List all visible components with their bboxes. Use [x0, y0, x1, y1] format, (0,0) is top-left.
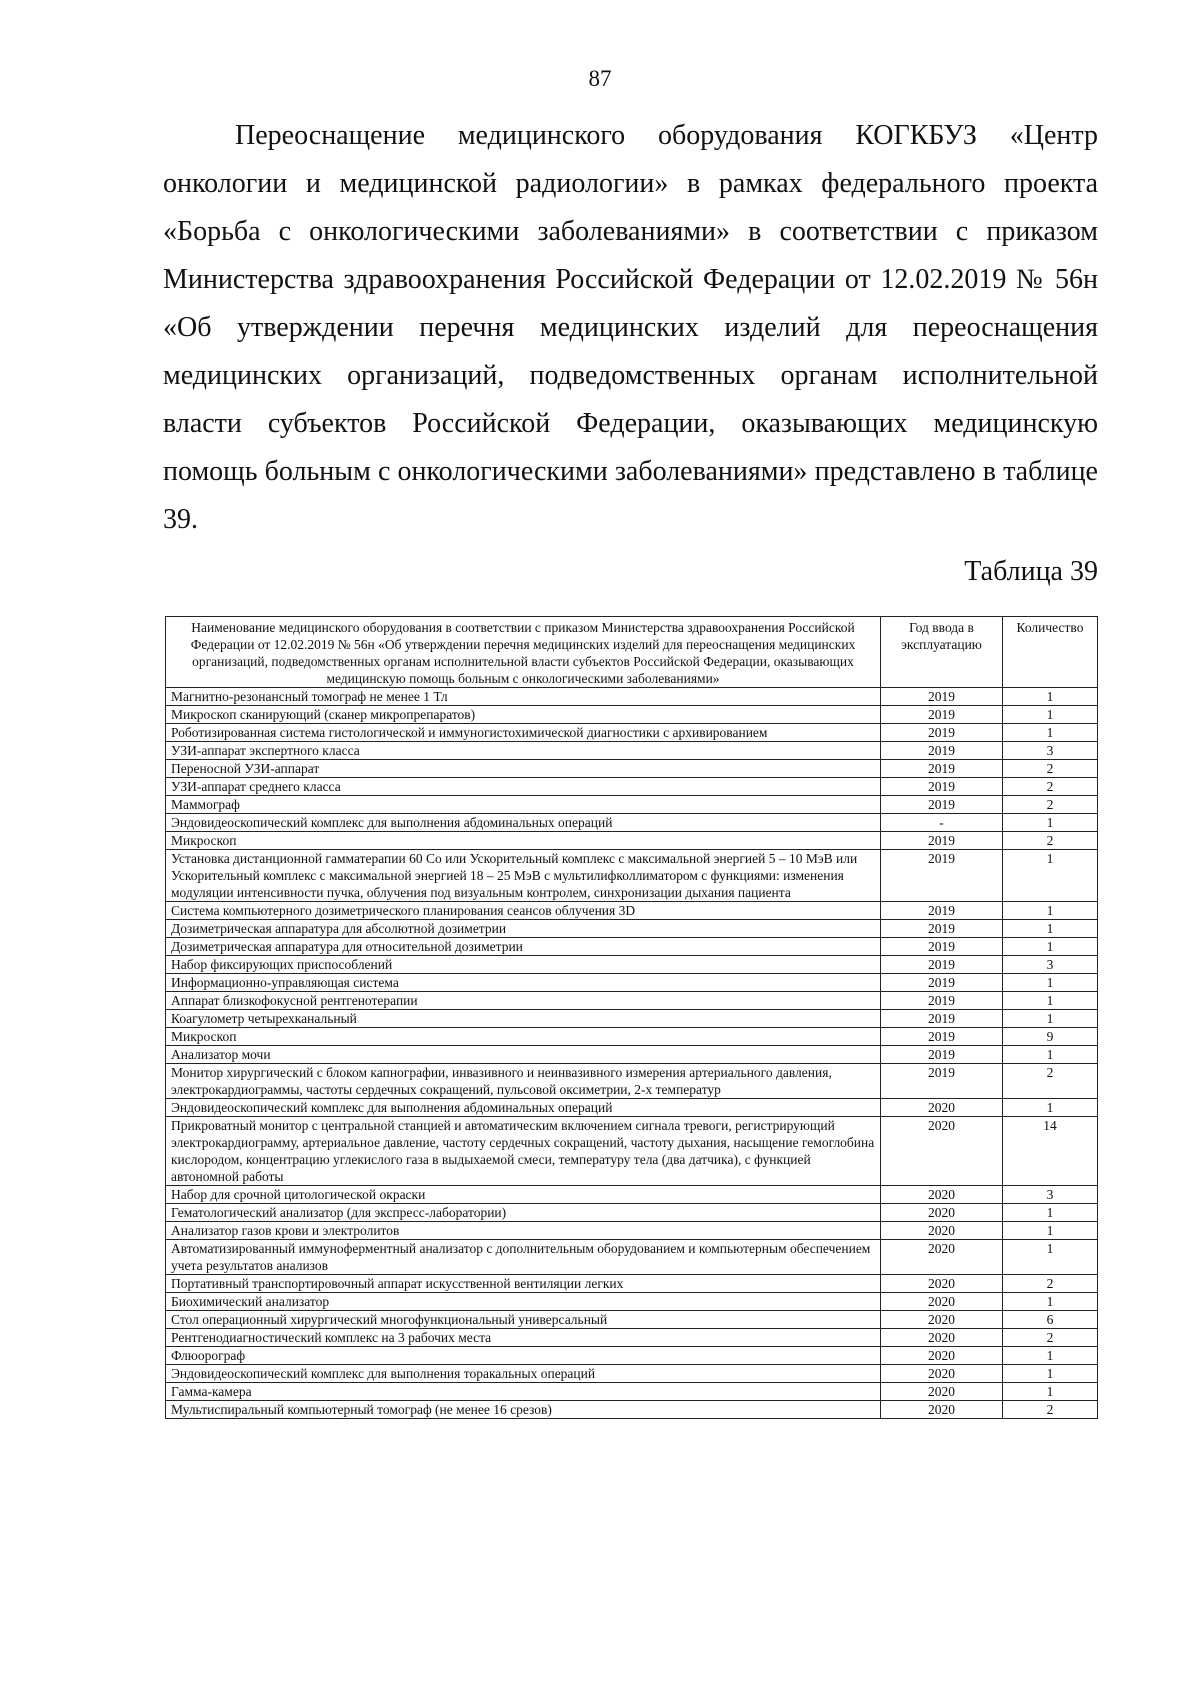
commission-year-cell: 2020	[881, 1401, 1003, 1419]
commission-year-cell: 2020	[881, 1329, 1003, 1347]
table-row	[166, 938, 1098, 956]
header-commission-year: Год ввода в эксплуатацию	[881, 617, 1003, 688]
page-number: 87	[588, 66, 612, 91]
table-row	[166, 724, 1098, 742]
equipment-name-cell: Микроскоп	[166, 832, 881, 850]
quantity-cell: 1	[1003, 1046, 1098, 1064]
equipment-name-cell: Анализатор мочи	[166, 1046, 881, 1064]
table-header-row	[166, 617, 1098, 688]
equipment-name-cell: Гамма-камера	[166, 1383, 881, 1401]
commission-year-cell: 2019	[881, 902, 1003, 920]
table-row	[166, 1293, 1098, 1311]
quantity-cell: 1	[1003, 1240, 1098, 1275]
table-row	[166, 1240, 1098, 1275]
equipment-name-cell: Аппарат близкофокусной рентгенотерапии	[166, 992, 881, 1010]
commission-year-cell: 2020	[881, 1117, 1003, 1186]
table-row	[166, 902, 1098, 920]
quantity-cell: 1	[1003, 938, 1098, 956]
quantity-cell: 1	[1003, 902, 1098, 920]
table-row	[166, 1275, 1098, 1293]
quantity-cell: 1	[1003, 1204, 1098, 1222]
equipment-name-cell: Биохимический анализатор	[166, 1293, 881, 1311]
table-row	[166, 1401, 1098, 1419]
quantity-cell: 3	[1003, 742, 1098, 760]
quantity-cell: 2	[1003, 1064, 1098, 1099]
commission-year-cell: 2019	[881, 1046, 1003, 1064]
equipment-name-cell: Анализатор газов крови и электролитов	[166, 1222, 881, 1240]
table-row	[166, 992, 1098, 1010]
equipment-name-cell: Микроскоп сканирующий (сканер микропрепаратов)	[166, 706, 881, 724]
table-row	[166, 1099, 1098, 1117]
table-row	[166, 688, 1098, 706]
commission-year-cell: -	[881, 814, 1003, 832]
equipment-name-cell: Роботизированная система гистологической и иммуногистохимической диагностики с архивированием	[166, 724, 881, 742]
commission-year-cell: 2019	[881, 688, 1003, 706]
commission-year-cell: 2019	[881, 956, 1003, 974]
commission-year-cell: 2019	[881, 974, 1003, 992]
quantity-cell: 14	[1003, 1117, 1098, 1186]
table-row	[166, 1222, 1098, 1240]
table-row	[166, 1383, 1098, 1401]
table-row	[166, 706, 1098, 724]
commission-year-cell: 2020	[881, 1222, 1003, 1240]
table-row	[166, 850, 1098, 902]
equipment-name-cell: Портативный транспортировочный аппарат искусственной вентиляции легких	[166, 1275, 881, 1293]
equipment-name-cell: Информационно-управляющая система	[166, 974, 881, 992]
quantity-cell: 1	[1003, 974, 1098, 992]
quantity-cell: 1	[1003, 992, 1098, 1010]
table-row	[166, 778, 1098, 796]
quantity-cell: 3	[1003, 1186, 1098, 1204]
commission-year-cell: 2019	[881, 920, 1003, 938]
quantity-cell: 1	[1003, 706, 1098, 724]
equipment-name-cell: Эндовидеоскопический комплекс для выполнения абдоминальных операций	[166, 814, 881, 832]
equipment-name-cell: Коагулометр четырехканальный	[166, 1010, 881, 1028]
intro-paragraph: Переоснащение медицинского оборудования КОГКБУЗ «Центр онкологии и медицинской радиологии» в рамках федерального проекта «Борьба с онкологическими заболеваниями» в соответствии с приказом Министерства здравоохранения Российской Федерации от 12.02.2019 № 56н «Об утверждении перечня медицинских изделий для переоснащения медицинских организаций, подведомственных органам исполнительной власти субъектов Российской Федерации, оказывающих медицинскую помощь больным с онкологическими заболеваниями» представлено в таблице 39.	[163, 120, 1098, 535]
table-row	[166, 1329, 1098, 1347]
header-equipment-name: Наименование медицинского оборудования в соответствии с приказом Министерства здравоохранения Российской Федерации от 12.02.2019 № 56н «Об утверждении перечня медицинских изделий для переоснащения медицинских организаций, подведомственных органам исполнительной власти субъектов Российской Федерации, оказывающих медицинскую помощь больным с онкологическими заболеваниями»	[166, 617, 881, 688]
equipment-name-cell: Переносной УЗИ-аппарат	[166, 760, 881, 778]
commission-year-cell: 2019	[881, 1028, 1003, 1046]
commission-year-cell: 2019	[881, 938, 1003, 956]
equipment-name-cell: Маммограф	[166, 796, 881, 814]
table-row	[166, 796, 1098, 814]
equipment-name-cell: Гематологический анализатор (для экспресс-лаборатории)	[166, 1204, 881, 1222]
table-row	[166, 974, 1098, 992]
quantity-cell: 1	[1003, 1099, 1098, 1117]
table-row	[166, 1064, 1098, 1099]
equipment-name-cell: Прикроватный монитор с центральной станцией и автоматическим включением сигнала тревоги, регистрирующий электрокардиограмму, артериальное давление, частоту сердечных сокращений, частоту дыхания, насыщение гемоглобина кислородом, концентрацию углекислого газа в выдыхаемой смеси, температуру тела (два датчика), с функцией автономной работы	[166, 1117, 881, 1186]
equipment-name-cell: Автоматизированный иммуноферментный анализатор с дополнительным оборудованием и компьютерным обеспечением учета результатов анализов	[166, 1240, 881, 1275]
quantity-cell: 1	[1003, 850, 1098, 902]
quantity-cell: 2	[1003, 1275, 1098, 1293]
quantity-cell: 9	[1003, 1028, 1098, 1046]
table-row	[166, 920, 1098, 938]
commission-year-cell: 2020	[881, 1275, 1003, 1293]
quantity-cell: 1	[1003, 1383, 1098, 1401]
commission-year-cell: 2020	[881, 1383, 1003, 1401]
equipment-name-cell: УЗИ-аппарат экспертного класса	[166, 742, 881, 760]
table-row	[166, 760, 1098, 778]
commission-year-cell: 2019	[881, 742, 1003, 760]
quantity-cell: 2	[1003, 796, 1098, 814]
header-quantity: Количество	[1003, 617, 1098, 688]
commission-year-cell: 2019	[881, 796, 1003, 814]
table-row	[166, 956, 1098, 974]
table-row	[166, 1311, 1098, 1329]
quantity-cell: 1	[1003, 1293, 1098, 1311]
quantity-cell: 6	[1003, 1311, 1098, 1329]
quantity-cell: 2	[1003, 1329, 1098, 1347]
equipment-name-cell: Стол операционный хирургический многофункциональный универсальный	[166, 1311, 881, 1329]
commission-year-cell: 2019	[881, 850, 1003, 902]
commission-year-cell: 2020	[881, 1365, 1003, 1383]
quantity-cell: 1	[1003, 688, 1098, 706]
table-row	[166, 1347, 1098, 1365]
equipment-name-cell: Дозиметрическая аппаратура для абсолютной дозиметрии	[166, 920, 881, 938]
quantity-cell: 2	[1003, 760, 1098, 778]
commission-year-cell: 2020	[881, 1347, 1003, 1365]
equipment-name-cell: Дозиметрическая аппаратура для относительной дозиметрии	[166, 938, 881, 956]
table-row	[166, 1046, 1098, 1064]
quantity-cell: 1	[1003, 1347, 1098, 1365]
equipment-name-cell: Набор фиксирующих приспособлений	[166, 956, 881, 974]
commission-year-cell: 2019	[881, 1010, 1003, 1028]
equipment-name-cell: УЗИ-аппарат среднего класса	[166, 778, 881, 796]
quantity-cell: 1	[1003, 814, 1098, 832]
commission-year-cell: 2019	[881, 778, 1003, 796]
quantity-cell: 2	[1003, 832, 1098, 850]
quantity-cell: 1	[1003, 1010, 1098, 1028]
commission-year-cell: 2020	[881, 1186, 1003, 1204]
commission-year-cell: 2020	[881, 1240, 1003, 1275]
quantity-cell: 2	[1003, 778, 1098, 796]
equipment-name-cell: Рентгенодиагностический комплекс на 3 рабочих места	[166, 1329, 881, 1347]
equipment-name-cell: Магнитно-резонансный томограф не менее 1 Тл	[166, 688, 881, 706]
equipment-name-cell: Микроскоп	[166, 1028, 881, 1046]
commission-year-cell: 2019	[881, 832, 1003, 850]
commission-year-cell: 2019	[881, 724, 1003, 742]
quantity-cell: 1	[1003, 1365, 1098, 1383]
equipment-name-cell: Эндовидеоскопический комплекс для выполнения абдоминальных операций	[166, 1099, 881, 1117]
table-body	[166, 688, 1098, 1419]
table-row	[166, 1204, 1098, 1222]
table-row	[166, 1010, 1098, 1028]
equipment-name-cell: Монитор хирургический с блоком капнографии, инвазивного и неинвазивного измерения артериального давления, электрокардиограммы, частоты сердечных сокращений, пульсовой оксиметрии, 2-х температур	[166, 1064, 881, 1099]
table-caption: Таблица 39	[964, 556, 1098, 587]
equipment-name-cell: Флюорограф	[166, 1347, 881, 1365]
equipment-name-cell: Система компьютерного дозиметрического планирования сеансов облучения 3D	[166, 902, 881, 920]
equipment-name-cell: Набор для срочной цитологической окраски	[166, 1186, 881, 1204]
commission-year-cell: 2019	[881, 706, 1003, 724]
table-row	[166, 742, 1098, 760]
commission-year-cell: 2020	[881, 1293, 1003, 1311]
commission-year-cell: 2019	[881, 992, 1003, 1010]
commission-year-cell: 2020	[881, 1204, 1003, 1222]
commission-year-cell: 2019	[881, 1064, 1003, 1099]
equipment-name-cell: Установка дистанционной гамматерапии 60 Co или Ускорительный комплекс с максимальной энергией 5 – 10 МэВ или Ускорительный комплекс с максимальной энергией 18 – 25 МэВ с мультилифколлиматором с функциями: изменения модуляции интенсивности пучка, облучения под визуальным контролем, синхронизации дыхания пациента	[166, 850, 881, 902]
quantity-cell: 3	[1003, 956, 1098, 974]
quantity-cell: 1	[1003, 724, 1098, 742]
table-row	[166, 1117, 1098, 1186]
equipment-name-cell: Эндовидеоскопический комплекс для выполнения торакальных операций	[166, 1365, 881, 1383]
commission-year-cell: 2020	[881, 1099, 1003, 1117]
table-row	[166, 1028, 1098, 1046]
quantity-cell: 1	[1003, 1222, 1098, 1240]
equipment-table	[165, 616, 1098, 1419]
commission-year-cell: 2020	[881, 1311, 1003, 1329]
table-row	[166, 1186, 1098, 1204]
quantity-cell: 2	[1003, 1401, 1098, 1419]
quantity-cell: 1	[1003, 920, 1098, 938]
equipment-name-cell: Мультиспиральный компьютерный томограф (не менее 16 срезов)	[166, 1401, 881, 1419]
table-row	[166, 1365, 1098, 1383]
table-row	[166, 832, 1098, 850]
commission-year-cell: 2019	[881, 760, 1003, 778]
table-row	[166, 814, 1098, 832]
